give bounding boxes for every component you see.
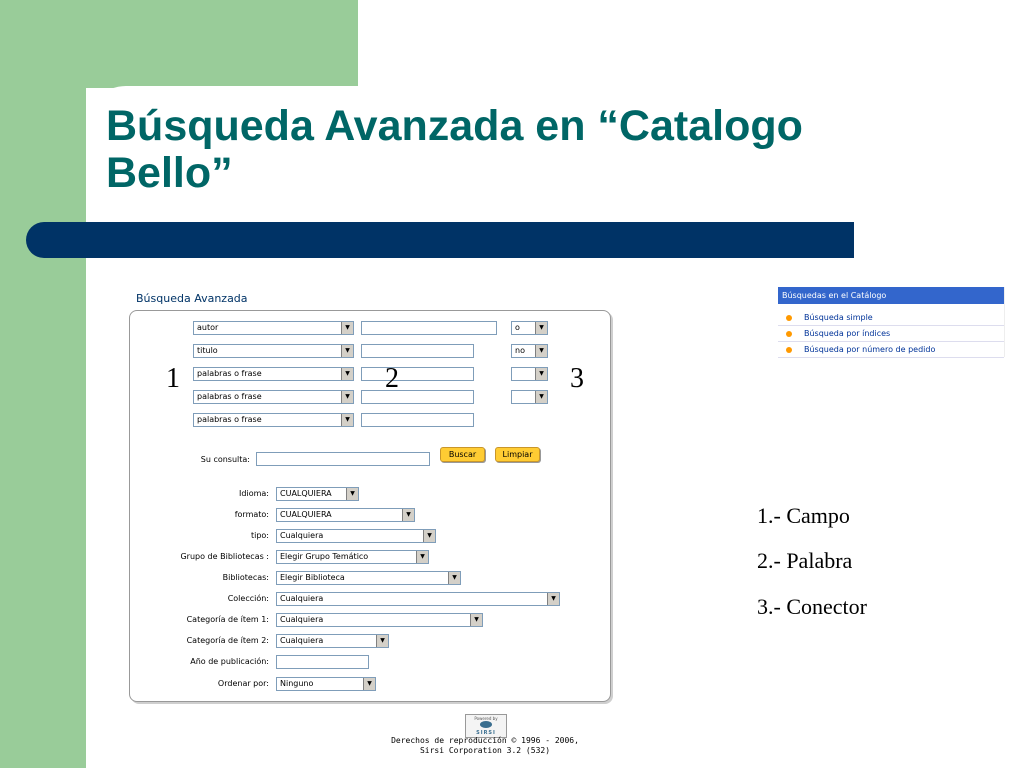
item-category-1-select[interactable]: Cualquiera ▼: [276, 613, 483, 627]
filter-label-coleccion: Colección:: [227, 594, 269, 603]
type-select[interactable]: Cualquiera ▼: [276, 529, 436, 543]
chevron-down-icon: ▼: [341, 345, 353, 357]
menu-item-simple-search[interactable]: Búsqueda simple: [778, 310, 1004, 326]
filter-label-categoria-1: Categoría de ítem 1:: [186, 615, 269, 624]
filter-label-anio: Año de publicación:: [190, 657, 269, 666]
chevron-down-icon: ▼: [547, 593, 559, 605]
chevron-down-icon: ▼: [470, 614, 482, 626]
chevron-down-icon: ▼: [346, 488, 358, 500]
connector-select-2[interactable]: no ▼: [511, 344, 548, 358]
menu-item-index-search[interactable]: Búsqueda por índices: [778, 326, 1004, 342]
chevron-down-icon: ▼: [448, 572, 460, 584]
chevron-down-icon: ▼: [535, 368, 547, 380]
chevron-down-icon: ▼: [341, 414, 353, 426]
form-heading: Búsqueda Avanzada: [136, 292, 248, 305]
annotation-number-2: 2: [385, 363, 399, 394]
library-group-select[interactable]: Elegir Grupo Temático ▼: [276, 550, 429, 564]
green-left-band: [0, 0, 86, 768]
collection-select[interactable]: Cualquiera ▼: [276, 592, 560, 606]
connector-select-1[interactable]: o ▼: [511, 321, 548, 335]
bullet-icon: [786, 347, 792, 353]
field-select-3[interactable]: palabras o frase ▼: [193, 367, 354, 381]
legend-item-conector: 3.- Conector: [757, 594, 867, 619]
filter-label-bibliotecas: Bibliotecas:: [222, 573, 269, 582]
query-input[interactable]: [256, 452, 430, 466]
legend-item-campo: 1.- Campo: [757, 503, 850, 528]
menu-item-call-number-search[interactable]: Búsqueda por número de pedido: [778, 342, 1004, 358]
chevron-down-icon: ▼: [376, 635, 388, 647]
term-input-3[interactable]: [361, 367, 474, 381]
copyright-line-1: Derechos de reproducción © 1996 - 2006,: [391, 736, 579, 745]
copyright: [380, 736, 590, 756]
connector-select-3[interactable]: [511, 367, 548, 381]
logo-name: SIRSI: [476, 730, 496, 736]
chevron-down-icon: ▼: [363, 678, 375, 690]
chevron-down-icon: ▼: [341, 322, 353, 334]
field-select-5[interactable]: palabras o frase ▼: [193, 413, 354, 427]
field-select-1[interactable]: autor ▼: [193, 321, 354, 335]
item-category-2-select[interactable]: Cualquiera ▼: [276, 634, 389, 648]
filter-label-categoria-2: Categoría de ítem 2:: [186, 636, 269, 645]
sirsi-logo: [465, 714, 507, 738]
chevron-down-icon: ▼: [341, 391, 353, 403]
publication-year-input[interactable]: [276, 655, 369, 669]
search-button[interactable]: Buscar: [440, 447, 485, 462]
chevron-down-icon: ▼: [535, 345, 547, 357]
chevron-down-icon: ▼: [423, 530, 435, 542]
chevron-down-icon: ▼: [341, 368, 353, 380]
chevron-down-icon: ▼: [535, 322, 547, 334]
logo-caption: Powered by: [474, 716, 498, 721]
field-select-4[interactable]: palabras o frase ▼: [193, 390, 354, 404]
title-divider-bar: [26, 222, 854, 258]
copyright-line-2: Sirsi Corporation 3.2 (532): [419, 746, 551, 755]
chevron-down-icon: ▼: [416, 551, 428, 563]
format-select[interactable]: CUALQUIERA ▼: [276, 508, 415, 522]
query-label: Su consulta:: [200, 455, 250, 464]
filter-label-tipo: tipo:: [250, 531, 269, 540]
bullet-icon: [786, 331, 792, 337]
filter-label-ordenar: Ordenar por:: [217, 679, 269, 688]
annotation-number-1: 1: [166, 363, 180, 394]
term-input-4[interactable]: [361, 390, 474, 404]
sort-select[interactable]: Ninguno ▼: [276, 677, 376, 691]
term-input-2[interactable]: [361, 344, 474, 358]
filter-label-grupo: Grupo de Bibliotecas :: [180, 552, 269, 561]
legend-item-palabra: 2.- Palabra: [757, 548, 853, 573]
library-select[interactable]: Elegir Biblioteca ▼: [276, 571, 461, 585]
slide-title: Búsqueda Avanzada en “Catalogo Bello”: [106, 102, 803, 197]
chevron-down-icon: ▼: [402, 509, 414, 521]
catalog-search-menu: [778, 287, 1005, 357]
term-input-1[interactable]: [361, 321, 497, 335]
filter-label-idioma: Idioma:: [239, 489, 269, 498]
chevron-down-icon: ▼: [535, 391, 547, 403]
menu-header: Búsquedas en el Catálogo: [778, 287, 1004, 304]
language-select[interactable]: CUALQUIERA ▼: [276, 487, 359, 501]
logo-disc-icon: [480, 721, 492, 728]
bullet-icon: [786, 315, 792, 321]
filter-label-formato: formato:: [234, 510, 269, 519]
annotation-number-3: 3: [570, 363, 584, 394]
field-select-2[interactable]: titulo ▼: [193, 344, 354, 358]
clear-button[interactable]: Limpiar: [495, 447, 540, 462]
term-input-5[interactable]: [361, 413, 474, 427]
connector-select-4[interactable]: [511, 390, 548, 404]
